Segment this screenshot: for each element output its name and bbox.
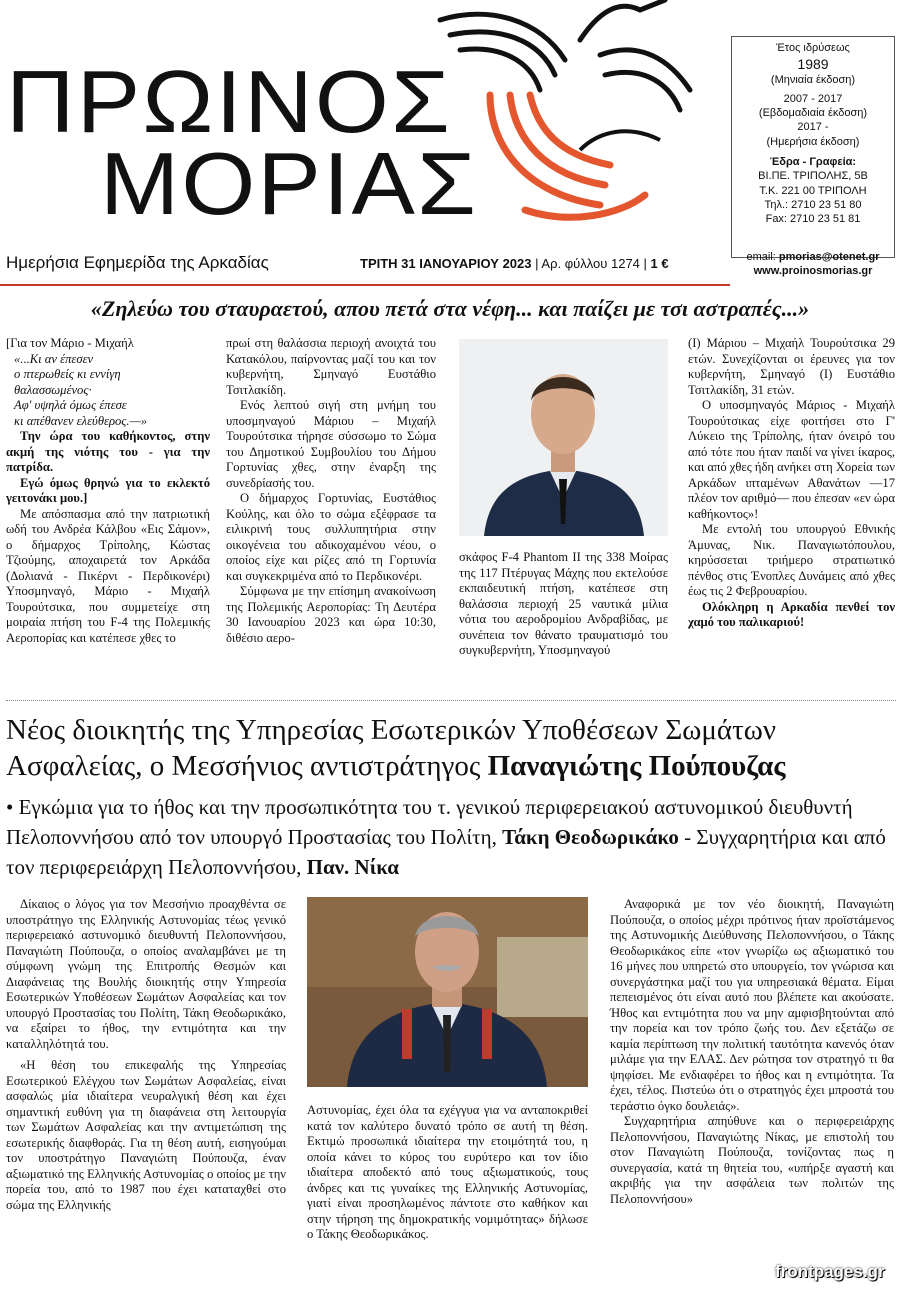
article2-column2 bbox=[307, 1103, 588, 1243]
founded-year: 1989 bbox=[797, 56, 829, 73]
address-line2: Τ.Κ. 221 00 ΤΡΙΠΟΛΗ bbox=[759, 184, 867, 197]
officer-portrait-icon bbox=[307, 897, 588, 1087]
daily-years: 2017 - bbox=[797, 121, 829, 134]
paragraph: πρωί στη θαλάσσια περιοχή ανοιχτά του Κατακόλου, παίρνοντας μαζί του και τον κυβερνήτη, Σμηναγό Ευστάθιο Τσιτλακίδη. bbox=[226, 336, 436, 397]
paragraph: Συγχαρητήρια απηύθυνε και ο περιφερειάρχης Πελοποννήσου, Παναγιώτης Νίκας, με επιστολή του στον Παναγιώτη Πούπουζα, τονίζοντας πως η συνεργασία, κατά τη θητεία του, «υπήρξε αγαστή και ακριβής για την ασφάλεια των πολιτών της Πελοποννήσου» bbox=[610, 1114, 894, 1206]
paragraph: Αναφορικά με τον νέο διοικητή, Παναγιώτη Πούπουζα, ο οποίος μέχρι πρότινος ήταν προϊστάμενος της Αστυνομικής Διεύθυνσης Πελοποννήσου, ο Τάκης Θεοδωρικάκος είπε «τον γνωρίζω ως αξιωματικό του 16 μήνες που υπηρετώ στο υπουργείο, τον γνώρισα και συνεργάστηκα μαζί του για υπηρεσιακά θέματα. Είμαι πεπεισμένος ότι είναι αυτό που βλέπετε και ακούσατε. Ήθος και εντιμότητα που να μην αμφισβητούνται από την πορεία και τον τρόπο ζωής του. Δεν εξετάζω σε καμία περίπτωση την πολιτική ταυτότητα κανενός όταν μιλάμε για την ΕΛΑΣ. Δεν ρώτησα τον στρατηγό τι θα ψηφίσει. Με ενδιαφέρει το ήθος και η εντιμότητα. Τα έχει, τέλος. Πιστεύω ότι ο στρατηγός έχει μπροστά του τεράστιο όγκο δουλειάς». bbox=[610, 897, 894, 1113]
website-link[interactable]: www.proinosmorias.gr bbox=[753, 265, 873, 277]
masthead-divider bbox=[0, 284, 730, 286]
issue-date: ΤΡΙΤΗ 31 ΙΑΝΟΥΑΡΙΟΥ 2023 bbox=[360, 256, 532, 271]
article1-headline: «Ζηλεύω του σταυραετού, απου πετά στα νέφη... και παίζει με τσι αστραπές...» bbox=[90, 296, 810, 321]
contact-links bbox=[731, 250, 895, 278]
office-label: Έδρα - Γραφεία: bbox=[769, 155, 857, 168]
masthead-title-line1: ΠΡΩΙΝΟΣ bbox=[6, 52, 452, 151]
pilot-photo bbox=[459, 339, 668, 536]
pilot-portrait-icon bbox=[459, 339, 668, 536]
poem-quote bbox=[6, 336, 210, 429]
paragraph: Ολόκληρη η Αρκαδία πενθεί τον χαμό του παλικαριού! bbox=[688, 599, 895, 629]
masthead-dateline: ΤΡΙΤΗ 31 ΙΑΝΟΥΑΡΙΟΥ 2023 | Αρ. φύλλου 1274 | 1 € bbox=[360, 256, 669, 271]
weekly-years: 2007 - 2017 bbox=[783, 92, 843, 105]
paragraph: Την ώρα του καθήκοντος, στην ακμή της νιότης του - για την πατρίδα. bbox=[6, 429, 210, 474]
paragraph: Με απόσπασμα από την πατριωτική ωδή του Ανδρέα Κάλβου «Εις Σάμον», ο δήμαρχος Τρίπολης, Κώστας Τζιούμης, αποχαιρετά τον Αρκάδα (Δολιανά - Πικέρνι - Περδικονέρι) Υποσμηναγό, Μάριο - Μιχαήλ Τουρούτσικα, που συμμετείχε στη μοιραία πτήση του F-4 της Πολεμικής Αεροπορίας και κατέπεσε χθες το bbox=[6, 506, 210, 645]
article1-column1 bbox=[6, 336, 210, 646]
founded-label: Έτος ιδρύσεως bbox=[776, 42, 850, 54]
headline-name: Παναγιώτης Πούπουζας bbox=[487, 750, 786, 782]
article2-headline bbox=[6, 712, 896, 784]
email-link[interactable]: pmorias@otenet.gr bbox=[778, 251, 880, 263]
headline-text: Νέος διοικητής της Υπηρεσίας Εσωτερικών Υποθέσεων Σωμάτων Ασφαλείας, ο Μεσσήνιος αντιστράτηγος bbox=[6, 714, 776, 782]
paragraph: σκάφος F-4 Phantom II της 338 Μοίρας της 117 Πτέρυγας Μάχης που εκτελούσε εκπαιδευτική πτήση, κατέπεσε στη θαλάσσια περιοχή 25 ναυτικά μίλια νότια του αεροδρομίου Ανδραβίδας, με συνέπεια τον θάνατο τραυματισμό του συγκυβερνήτη, Υποσμηναγού bbox=[459, 550, 668, 657]
paragraph: Αστυνομίας, έχει όλα τα εχέγγυα για να ανταποκριθεί κατά τον καλύτερο δυνατό τρόπο σε αυτή τη θέση. Εκτιμώ προσωπικά ιδιαίτερα την ετοιμότητά του, η οποία κάνει το κύρος του ευρύτερο και τον ίδιο ιδιαίτερα αποδεκτό από τους αξιωματικούς, τους άνδρες και τις γυναίκες της Ελληνικής Αστυνομίας, γιατί είναι προσηλωμένος πάντοτε στο καθήκον και στην τήρηση της δημοκρατικής νομιμότητας» δήλωσε ο Τάκης Θεοδωρικάκος. bbox=[307, 1103, 588, 1241]
article1-column2 bbox=[226, 336, 436, 646]
poem-line: θαλασσωμένος· bbox=[14, 382, 92, 397]
article2-subheadline bbox=[6, 792, 896, 882]
masthead-title-line2: ΜΟΡΙΑΣ bbox=[100, 134, 478, 233]
paragraph: Ο δήμαρχος Γορτυνίας, Ευστάθιος Κούλης, και όλο το σώμα εξέφρασε τα ειλικρινή τους συλλυπητήρια στην οικογένεια του αδικοχαμένου νέου, ο οποίος είχε και ρίζες από τη Γορτυνία και συγκεκριμένα από το Περδικονέρι. bbox=[226, 491, 436, 583]
officer-photo bbox=[307, 897, 588, 1087]
poem-line: [Για τον Μάριο - Μιχαήλ bbox=[6, 336, 134, 350]
paragraph: Εγώ όμως θρηνώ για το εκλεκτό γειτονάκι μου.] bbox=[6, 475, 210, 505]
subheadline-name1: Τάκη Θεοδωρικάκο bbox=[502, 825, 679, 849]
weekly-edition: (Εβδομαδιαία έκδοση) bbox=[758, 107, 868, 120]
paragraph: Ο υποσμηναγός Μάριος - Μιχαήλ Τουρούτσικας είχε φοιτήσει στο Γ' Λύκειο της Τρίπολης, ήταν όνειρό του από τότε που ήταν παιδί να γίνει ίκαρος, και από χθες ήδη ανήκει στη Χορεία των Αρκάδων ιπταμένων Αθανάτων —17 πλέον τον αριθμό— που έπεσαν «εν ώρα καθήκοντος»! bbox=[688, 398, 895, 521]
bird-logo-icon bbox=[430, 0, 710, 225]
poem-line: Αφ' υψηλά όμως έπεσε bbox=[14, 398, 127, 412]
address-line1: ΒΙ.ΠΕ. ΤΡΙΠΟΛΗΣ, 5Β bbox=[758, 170, 868, 183]
subheadline-text2: - Συγχαρητήρια και από τον περιφερειάρχη Πελοποννήσου, bbox=[6, 825, 886, 879]
article-divider bbox=[6, 700, 896, 701]
article1-column4 bbox=[688, 336, 895, 631]
paragraph: (Ι) Μάριου – Μιχαήλ Τουρούτσικα 29 ετών. Συνεχίζονται οι έρευνες για τον κυβερνήτη, Σμηναγό (Ι) Ευστάθιο Τσιτλακίδη, 31 ετών. bbox=[688, 336, 895, 397]
paragraph: Δίκαιος ο λόγος για τον Μεσσήνιο προαχθέντα σε υποστράτηγο της Ελληνικής Αστυνομίας τέως γενικό περιφερειακό αστυνομικό διευθυντή Πελοποννήσου, Παναγιώτη Πούπουζα, ο οποίος αναλαμβάνει με τη σύμφωνη γνώμη της Επιτροπής Θεσμών και Διαφάνειας της Βουλής διοικητής στην Υπηρεσία Εσωτερικών Υποθέσεων Σωμάτων Ασφαλείας και τον υπουργό Προστασίας του Πολίτη, Τάκη Θεοδωρικάκο, να εξαίρει το ήθος, την εντιμότητα και την καταλληλότητά του. bbox=[6, 897, 286, 1051]
subheadline-text: • Εγκώμια για το ήθος και την προσωπικότητα του τ. γενικού περιφερειακού αστυνομικού διευθυντή Πελοποννήσου από τον υπουργό Προστασίας του Πολίτη, bbox=[6, 795, 853, 849]
article1-column3 bbox=[459, 550, 668, 659]
poem-line: κι απέθανεν ελεύθερος.—» bbox=[14, 413, 148, 428]
poem-line: ο πτερωθείς κι εννίγη bbox=[14, 367, 121, 381]
issue-number: Αρ. φύλλου 1274 bbox=[541, 256, 640, 271]
issue-price: 1 € bbox=[650, 256, 669, 271]
masthead-subtitle: Ημερήσια Εφημερίδα της Αρκαδίας bbox=[6, 253, 269, 272]
monthly-edition: (Μηνιαία έκδοση) bbox=[770, 74, 856, 87]
fax-number: Fax: 2710 23 51 81 bbox=[765, 213, 861, 226]
article2-column3 bbox=[610, 897, 894, 1207]
watermark: frontpages.gr bbox=[775, 1262, 885, 1281]
paragraph: «Η θέση του επικεφαλής της Υπηρεσίας Εσωτερικού Ελέγχου των Σωμάτων Ασφαλείας, είναι ασφαλώς μία ιδιαίτερα νευραλγική θέση και έχει σημαντική ευθύνη για τη διαφάνεια στη λειτουργία των Σωμάτων Ασφαλείας και την αντιμετώπιση της εσωτερικής διαφθοράς. Για τη θέση αυτή, εισηγούμαι τον υποστράτηγο Παναγιώτη Πούπουζα, έναν αξιωματικό της Ελληνικής Αστυνομίας ο οποίος με την πορεία του, από το 1987 που έχει καταταχθεί στο σώμα της Ελληνικής bbox=[6, 1058, 286, 1212]
paragraph: Με εντολή του υπουργού Εθνικής Άμυνας, Νικ. Παναγιωτόπουλου, κηρύσσεται τριήμερο στρατιωτικό πένθος στις Ένοπλες Δυνάμεις από χθες έως τις 2 Φεβρουαρίου. bbox=[688, 522, 895, 598]
article2-column1 bbox=[6, 897, 286, 1213]
paragraph: Ενός λεπτού σιγή στη μνήμη του υποσμηναγού Μάριου – Μιχαήλ Τουρούτσικα τήρησε σύσσωμο το Σώμα του Δημοτικού Συμβουλίου του Δήμου Γορτυνίας χθες, στην έναρξη της συνεδρίασής του. bbox=[226, 398, 436, 490]
daily-edition: (Ημερήσια έκδοση) bbox=[766, 135, 860, 148]
subheadline-name2: Παν. Νίκα bbox=[306, 855, 400, 879]
email-label: email: bbox=[746, 251, 779, 263]
publication-info-box bbox=[731, 36, 895, 258]
phone-number: Τηλ.: 2710 23 51 80 bbox=[764, 198, 862, 211]
poem-line: «...Κι αν έπεσεν bbox=[14, 351, 94, 366]
paragraph: Σύμφωνα με την επίσημη ανακοίνωση της Πολεμικής Αεροπορίας: Τη Δευτέρα 30 Ιανουαρίου 2023 και ώρα 10:30, διθέσιο αερο- bbox=[226, 584, 436, 645]
